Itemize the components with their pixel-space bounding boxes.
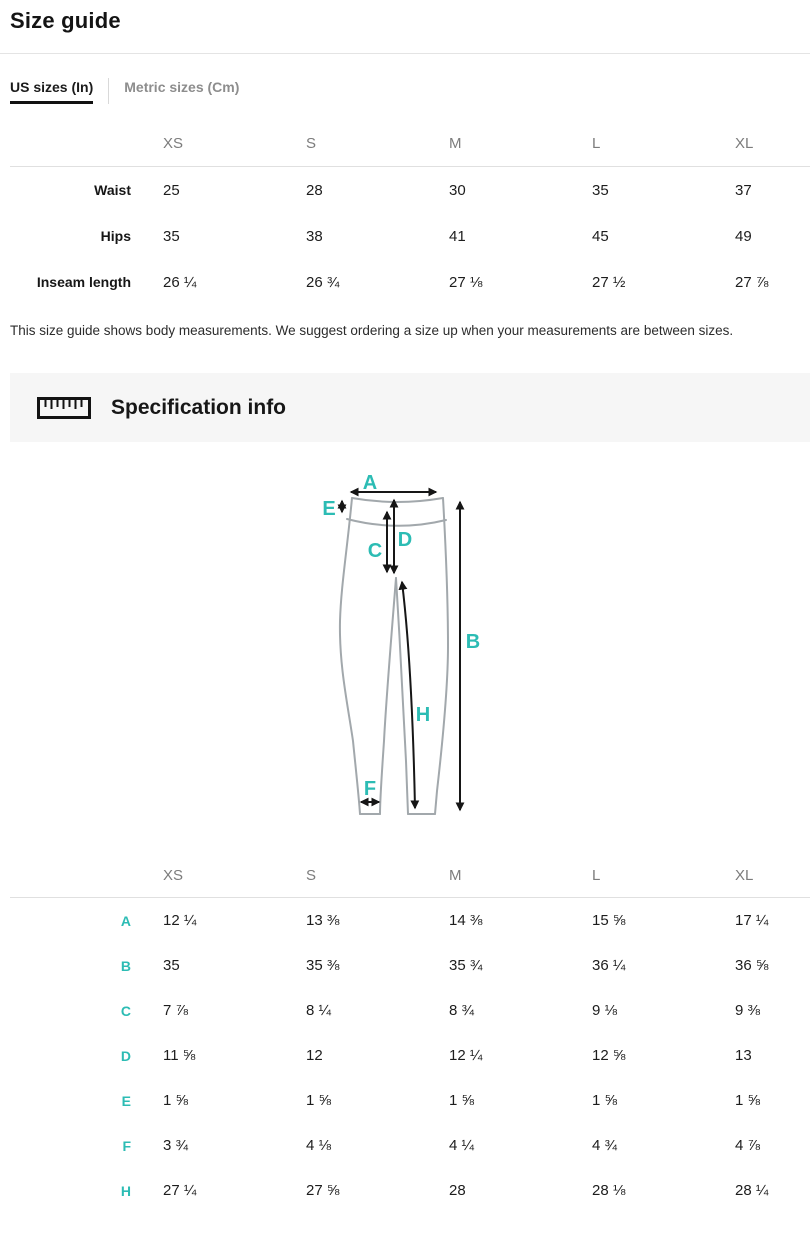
size-value: 26 ¼ <box>163 273 197 291</box>
row-label: F <box>122 1137 131 1154</box>
spec-value: 14 ⅜ <box>449 912 483 929</box>
row-label: B <box>120 957 131 974</box>
spec-value: 13 ⅜ <box>306 912 340 929</box>
size-value: 45 <box>592 227 609 245</box>
row-label: Hips <box>100 228 131 244</box>
spec-value: 4 ¾ <box>592 1137 618 1154</box>
spec-value: 8 ¾ <box>449 1002 475 1019</box>
diagram-label-b: B <box>465 631 481 653</box>
spec-value: 4 ⅛ <box>306 1137 332 1154</box>
spec-value: 12 ¼ <box>163 912 197 929</box>
leggings-diagram-svg <box>305 456 505 836</box>
spec-row-a <box>10 898 810 943</box>
col-header-m: M <box>449 866 462 884</box>
spec-value: 1 ⅝ <box>735 1092 761 1109</box>
table-header-row <box>10 853 810 898</box>
col-header-m: M <box>449 135 462 152</box>
spec-value: 4 ¼ <box>449 1137 475 1154</box>
spec-value: 12 <box>306 1047 323 1064</box>
spec-value: 15 ⅝ <box>592 912 626 929</box>
table-row-inseam <box>10 259 810 305</box>
spec-value: 8 ¼ <box>306 1002 332 1019</box>
diagram-label-h: H <box>415 704 431 726</box>
row-label: Waist <box>94 182 131 198</box>
spec-value: 1 ⅝ <box>449 1092 475 1109</box>
spec-row-d <box>10 1033 810 1078</box>
size-value: 30 <box>449 181 466 199</box>
spec-value: 1 ⅝ <box>306 1092 332 1109</box>
col-header-xs: XS <box>163 135 184 152</box>
row-label: C <box>120 1002 131 1019</box>
spec-value: 36 ¼ <box>592 957 626 974</box>
unit-tabs <box>10 78 810 104</box>
size-value: 27 ⅛ <box>449 273 483 291</box>
spec-value: 9 ⅜ <box>735 1002 761 1019</box>
col-header-s: S <box>306 866 317 884</box>
size-value: 41 <box>449 227 466 245</box>
header-divider <box>0 53 810 54</box>
table-row-hips <box>10 213 810 259</box>
table-header-row <box>10 121 810 167</box>
spec-value: 12 ⅝ <box>592 1047 626 1064</box>
col-header-xl: XL <box>735 135 754 152</box>
diagram-label-e: E <box>322 498 336 520</box>
diagram-label-a: A <box>362 472 378 494</box>
spec-value: 35 <box>163 957 180 974</box>
spec-row-b <box>10 943 810 988</box>
row-label: H <box>120 1182 131 1199</box>
size-value: 26 ¾ <box>306 273 340 291</box>
spec-row-h <box>10 1168 810 1213</box>
size-guide-note: This size guide shows body measurements. We suggest ordering a size up when your measurements are between sizes. <box>10 323 734 338</box>
leggings-measurement-diagram <box>0 456 810 836</box>
spec-value: 27 ⅝ <box>306 1182 340 1199</box>
size-value: 28 <box>306 181 323 199</box>
size-value: 27 ½ <box>592 273 626 291</box>
col-header-xs: XS <box>163 866 184 884</box>
size-guide-panel <box>0 8 810 1213</box>
spec-value: 28 ¼ <box>735 1182 769 1199</box>
col-header-xl: XL <box>735 866 754 884</box>
size-value: 25 <box>163 181 180 199</box>
spec-value: 9 ⅛ <box>592 1002 618 1019</box>
spec-value: 7 ⅞ <box>163 1002 189 1019</box>
row-label: Inseam length <box>36 274 131 290</box>
spec-value: 17 ¼ <box>735 912 769 929</box>
ruler-icon <box>37 396 91 420</box>
col-header-l: L <box>592 866 601 884</box>
spec-value: 35 ⅜ <box>306 957 340 974</box>
spec-value: 27 ¼ <box>163 1182 197 1199</box>
size-value: 38 <box>306 227 323 245</box>
spec-value: 13 <box>735 1047 752 1064</box>
size-value: 35 <box>592 181 609 199</box>
spec-value: 1 ⅝ <box>163 1092 189 1109</box>
size-value: 27 ⅞ <box>735 273 769 291</box>
spec-value: 28 <box>449 1182 466 1199</box>
size-value: 49 <box>735 227 752 245</box>
row-label: D <box>120 1047 131 1064</box>
size-value: 37 <box>735 181 752 199</box>
specification-header-band <box>10 373 810 442</box>
tab-metric-sizes[interactable]: Metric sizes (Cm) <box>124 79 240 95</box>
spec-row-e <box>10 1078 810 1123</box>
specification-table <box>10 853 810 1213</box>
row-label: A <box>120 912 131 929</box>
page-title: Size guide <box>10 8 121 33</box>
spec-value: 12 ¼ <box>449 1047 483 1064</box>
diagram-label-f: F <box>363 778 377 800</box>
spec-value: 28 ⅛ <box>592 1182 626 1199</box>
table-row-waist <box>10 167 810 213</box>
spec-section-title: Specification info <box>111 395 287 419</box>
body-measurements-table <box>10 121 810 305</box>
row-label: E <box>121 1092 131 1109</box>
size-value: 35 <box>163 227 180 245</box>
spec-value: 1 ⅝ <box>592 1092 618 1109</box>
diagram-label-c: C <box>367 540 383 562</box>
spec-row-c <box>10 988 810 1033</box>
tab-separator <box>108 78 109 104</box>
spec-value: 11 ⅝ <box>163 1047 196 1064</box>
col-header-l: L <box>592 135 601 152</box>
spec-value: 35 ¾ <box>449 957 483 974</box>
spec-row-f <box>10 1123 810 1168</box>
spec-value: 3 ¾ <box>163 1137 189 1154</box>
spec-value: 36 ⅝ <box>735 957 769 974</box>
tab-us-sizes[interactable]: US sizes (In) <box>10 78 93 104</box>
diagram-label-d: D <box>397 529 413 551</box>
spec-value: 4 ⅞ <box>735 1137 761 1154</box>
col-header-s: S <box>306 135 317 152</box>
